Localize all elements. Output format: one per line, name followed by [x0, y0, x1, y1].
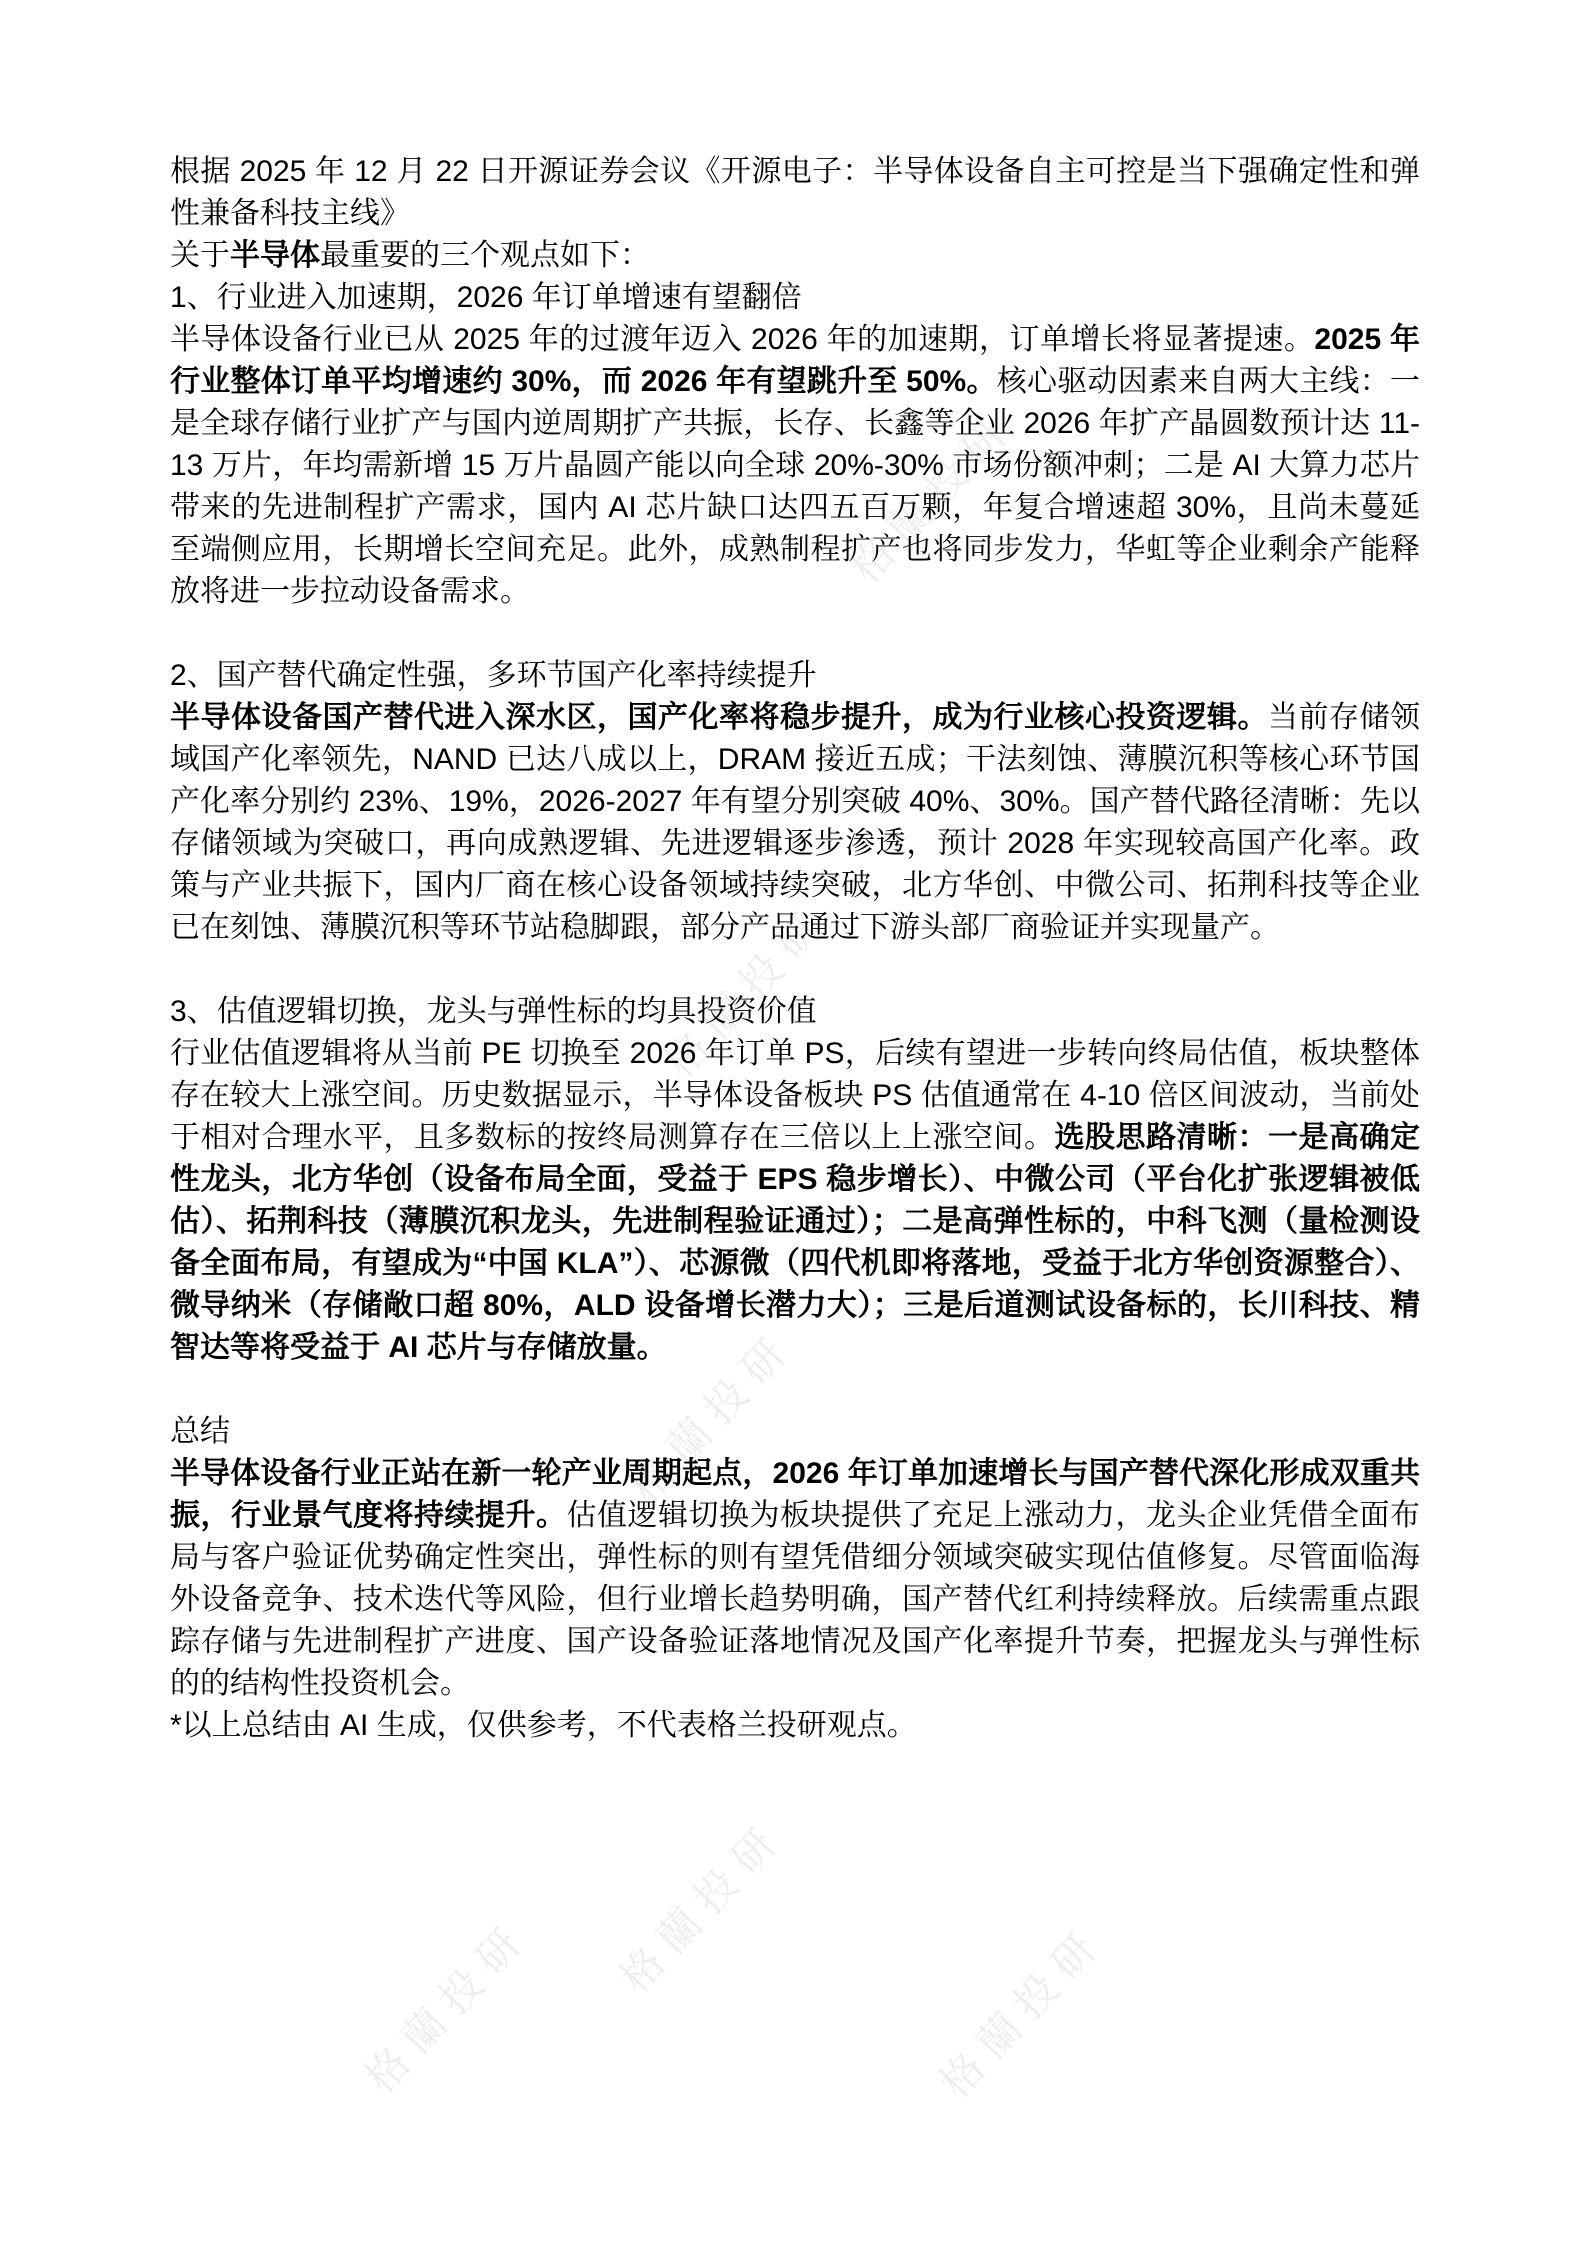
text-run: 1、行业进入加速期，2026 年订单增速有望翻倍 — [170, 281, 802, 314]
watermark-text: 格蘭投研 — [355, 1911, 539, 2103]
watermark-text: 格蘭投研 — [930, 1916, 1114, 2108]
paragraph-spacer — [170, 949, 1420, 991]
text-run: 最重要的三个观点如下： — [320, 239, 650, 272]
paragraph — [170, 151, 1420, 235]
text-run-bold: 2025 年行业整体订单平均增速约 30%，而 2026 年有望跳升至 50%。 — [170, 323, 1420, 398]
paragraph — [170, 1033, 1420, 1369]
text-run: 3、估值逻辑切换，龙头与弹性标的均具投资价值 — [170, 995, 817, 1028]
text-run: 2、国产替代确定性强，多环节国产化率持续提升 — [170, 659, 817, 692]
text-run: 估值逻辑切换为板块提供了充足上涨动力，龙头企业凭借全面布局与客户验证优势确定性突出，弹性标的则有望凭借细分领域突破实现估值修复。尽管面临海外设备竞争、技术迭代等风险，但行业增长趋势明确，国产替代红利持续释放。后续需重点跟踪存储与先进制程扩产进度、国产设备验证落地情况及国产化率提升节奏，把握龙头与弹性标的的结构性投资机会。 — [170, 1499, 1420, 1700]
text-run: 关于 — [170, 239, 230, 272]
paragraph — [170, 319, 1420, 613]
text-run-bold: 半导体设备国产替代进入深水区，国产化率将稳步提升，成为行业核心投资逻辑。 — [170, 701, 1268, 734]
paragraph — [170, 1453, 1420, 1705]
text-run: 行业估值逻辑将从当前 PE 切换至 2026 年订单 PS，后续有望进一步转向终局估值，板块整体存在较大上涨空间。历史数据显示，半导体设备板块 PS 估值通常在 4-10 倍区间波动，当前处于相对合理水平，且多数标的按终局测算存在三倍以上上涨空间。 — [170, 1037, 1420, 1154]
paragraph — [170, 655, 1420, 697]
text-run-bold: 选股思路清晰：一是高确定性龙头，北方华创（设备布局全面，受益于 EPS 稳步增长）、中微公司（平台化扩张逻辑被低估）、拓荆科技（薄膜沉积龙头，先进制程验证通过）；二是高弹性标的，中科飞测（量检测设备全面布局，有望成为“中国 KLA”）、芯源微（四代机即将落地，受益于北方华创资源整合）、微导纳米（存储敞口超 80%，ALD 设备增长潜力大）；三是后道测试设备标的，长川科技、精智达等将受益于 AI 芯片与存储放量。 — [170, 1121, 1420, 1364]
text-run-bold: 半导体 — [230, 239, 320, 272]
text-run: 根据 2025 年 12 月 22 日开源证券会议《开源电子：半导体设备自主可控是当下强确定性和弹性兼备科技主线》 — [170, 155, 1420, 230]
paragraph — [170, 1411, 1420, 1453]
paragraph — [170, 991, 1420, 1033]
watermark-text: 格蘭投研 — [620, 1321, 804, 1513]
paragraph — [170, 1705, 1420, 1747]
text-run-bold: 半导体设备行业正站在新一轮产业周期起点，2026 年订单加速增长与国产替代深化形成双重共振，行业景气度将持续提升。 — [170, 1457, 1420, 1532]
paragraph — [170, 235, 1420, 277]
text-run: 核心驱动因素来自两大主线：一是全球存储行业扩产与国内逆周期扩产共振，长存、长鑫等企业 2026 年扩产晶圆数预计达 11-13 万片，年均需新增 15 万片晶圆产能以向全球 20%-30% 市场份额冲刺；二是 AI 大算力芯片带来的先进制程扩产需求，国内 AI 芯片缺口达四五百万颗，年复合增速超 30%，且尚未蔓延至端侧应用，长期增长空间充足。此外，成熟制程扩产也将同步发力，华虹等企业剩余产能释放将进一步拉动设备需求。 — [170, 365, 1420, 608]
text-run: 当前存储领域国产化率领先，NAND 已达八成以上，DRAM 接近五成；干法刻蚀、薄膜沉积等核心环节国产化率分别约 23%、19%，2026-2027 年有望分别突破 40%、30%。国产替代路径清晰：先以存储领域为突破口，再向成熟逻辑、先进逻辑逐步渗透，预计 2028 年实现较高国产化率。政策与产业共振下，国内厂商在核心设备领域持续突破，北方华创、中微公司、拓荆科技等企业已在刻蚀、薄膜沉积等环节站稳脚跟，部分产品通过下游头部厂商验证并实现量产。 — [170, 701, 1420, 944]
paragraph-spacer — [170, 613, 1420, 655]
text-run: 总结 — [170, 1415, 230, 1448]
watermark-text: 格蘭投研 — [840, 401, 1024, 593]
watermark-text: 格蘭投研 — [610, 1811, 794, 2003]
text-run: *以上总结由 AI 生成，仅供参考，不代表格兰投研观点。 — [170, 1709, 917, 1742]
document-body — [170, 151, 1420, 1747]
watermark-text: 格蘭投研 — [655, 896, 839, 1088]
text-run: 半导体设备行业已从 2025 年的过渡年迈入 2026 年的加速期，订单增长将显著提速。 — [170, 323, 1315, 356]
paragraph-spacer — [170, 1369, 1420, 1411]
paragraph — [170, 277, 1420, 319]
paragraph — [170, 697, 1420, 949]
